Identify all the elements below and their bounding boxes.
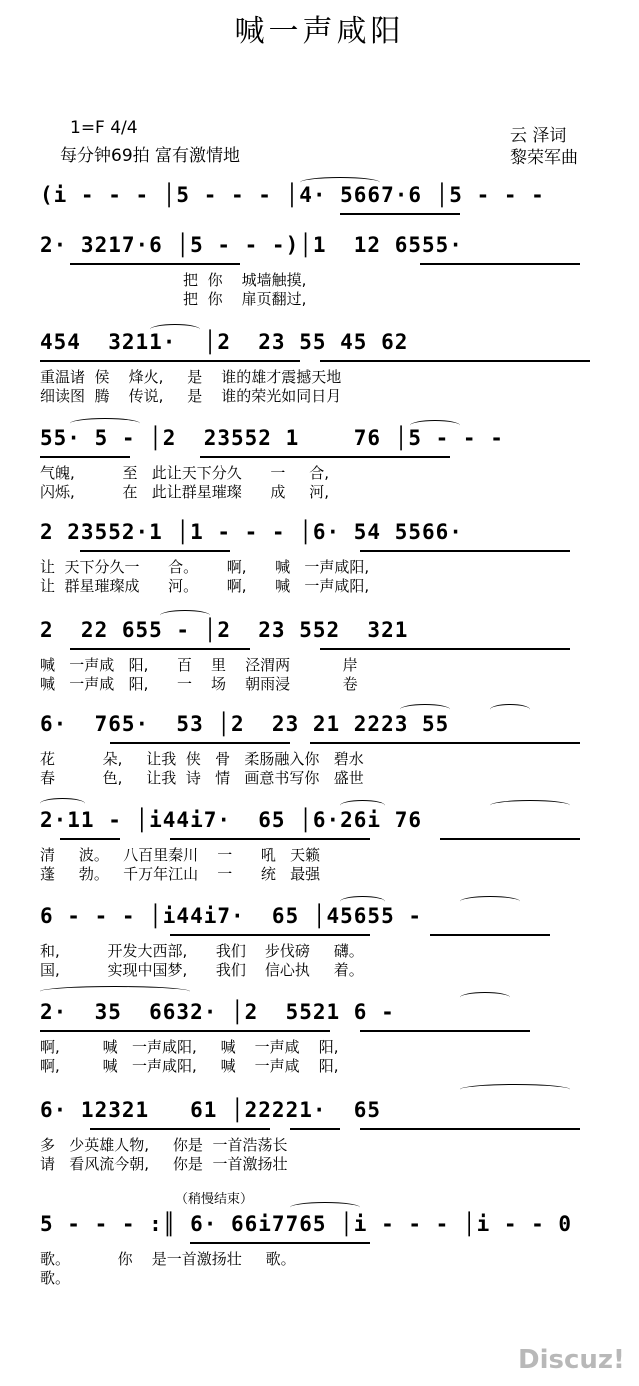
- slur: [290, 1202, 360, 1213]
- lyricist-credit: 云 泽词: [510, 126, 567, 146]
- notes-line: 6 - - - │i44i7· 65 │45655 -: [40, 904, 423, 928]
- notes-line: 6· 12321 61 │22221· 65: [40, 1098, 382, 1122]
- lyric-verse-1: 把 你 城墙触摸,: [40, 271, 307, 289]
- lyric-verse-2: 细读图 腾 传说, 是 谁的荣光如同日月: [40, 387, 342, 405]
- notes-line: 2· 3217·6 │5 - - -)│1 12 6555·: [40, 233, 463, 257]
- beam: [340, 213, 460, 215]
- key-signature: 1=F 4/4: [70, 118, 138, 138]
- beam: [440, 838, 580, 840]
- beam: [360, 550, 570, 552]
- notes-line: 5 - - - :║ 6· 66i7765 │i - - - │i - - 0: [40, 1212, 573, 1236]
- slur: [70, 418, 140, 429]
- beam: [360, 1128, 580, 1130]
- beam: [70, 263, 240, 265]
- slur: [490, 800, 570, 811]
- notes-line: 55· 5 - │2 23552 1 76 │5 - - -: [40, 426, 504, 450]
- beam: [320, 360, 590, 362]
- slur: [150, 324, 200, 335]
- beam: [420, 263, 580, 265]
- lyric-verse-2: 请 看风流今朝, 你是 一首激扬壮: [40, 1155, 288, 1173]
- notes-line: 2·11 - │i44i7· 65 │6·26i 76: [40, 808, 423, 832]
- slur: [460, 1084, 570, 1095]
- notes-line: (i - - - │5 - - - │4· 5667·6 │5 - - -: [40, 183, 545, 207]
- beam: [110, 742, 290, 744]
- song-title: 喊一声咸阳: [234, 14, 405, 49]
- slur: [340, 800, 385, 811]
- lyric-verse-1: 气魄, 至 此让天下分久 一 合,: [40, 464, 329, 482]
- lyric-verse-1: 花 朵, 让我 侠 骨 柔肠融入你 碧水: [40, 750, 364, 768]
- lyric-verse-2: 闪烁, 在 此让群星璀璨 成 河,: [40, 483, 329, 501]
- beam: [170, 838, 370, 840]
- slur: [300, 177, 380, 188]
- beam: [190, 1242, 370, 1244]
- watermark-logo: Discuz!: [518, 1345, 625, 1375]
- slur: [40, 986, 190, 997]
- notes-line: 6· 765· 53 │2 23 21 2223 55: [40, 712, 450, 736]
- slur: [340, 896, 385, 907]
- tempo-marking: 每分钟69拍 富有激情地: [60, 146, 241, 166]
- lyric-verse-1: 让 天下分久一 合。 啊, 喊 一声咸阳,: [40, 558, 370, 576]
- slur: [40, 798, 85, 809]
- lyric-verse-2: 把 你 扉页翻过,: [40, 290, 307, 308]
- lyric-verse-1: 和, 开发大西部, 我们 步伐磅 礴。: [40, 942, 364, 960]
- slur: [160, 610, 210, 621]
- lyric-verse-2: 国, 实现中国梦, 我们 信心执 着。: [40, 961, 364, 979]
- lyric-verse-1: 重温诸 侯 烽火, 是 谁的雄才震撼天地: [40, 368, 342, 386]
- lyric-verse-2: 喊 一声咸 阳, 一 场 朝雨浸 卷: [40, 675, 358, 693]
- ending-annotation: （稍慢结束）: [175, 1192, 254, 1207]
- beam: [40, 360, 300, 362]
- notes-line: 454 3211· │2 23 55 45 62: [40, 330, 409, 354]
- lyric-verse-1: 喊 一声咸 阳, 百 里 泾渭两 岸: [40, 656, 358, 674]
- slur: [460, 992, 510, 1003]
- lyric-verse-1: 啊, 喊 一声咸阳, 喊 一声咸 阳,: [40, 1038, 339, 1056]
- slur: [410, 420, 460, 431]
- beam: [170, 934, 370, 936]
- lyric-verse-2: 让 群星璀璨成 河。 啊, 喊 一声咸阳,: [40, 577, 370, 595]
- slur: [490, 704, 530, 715]
- beam: [320, 648, 570, 650]
- beam: [310, 742, 580, 744]
- lyric-verse-1: 清 波。 八百里秦川 一 吼 天籁: [40, 846, 321, 864]
- beam: [200, 456, 450, 458]
- beam: [90, 1128, 270, 1130]
- lyric-verse-2: 啊, 喊 一声咸阳, 喊 一声咸 阳,: [40, 1057, 339, 1075]
- lyric-verse-1: 歌。 你 是一首激扬壮 歌。: [40, 1250, 296, 1268]
- beam: [430, 934, 550, 936]
- beam: [80, 550, 230, 552]
- beam: [290, 1128, 340, 1130]
- lyric-verse-1: 多 少英雄人物, 你是 一首浩荡长: [40, 1136, 288, 1154]
- notes-line: 2 22 655 - │2 23 552 321: [40, 618, 409, 642]
- composer-credit: 黎荣军曲: [510, 148, 578, 168]
- slur: [400, 704, 450, 715]
- beam: [60, 838, 120, 840]
- notes-line: 2 23552·1 │1 - - - │6· 54 5566·: [40, 520, 463, 544]
- notes-line: 2· 35 6632· │2 5521 6 -: [40, 1000, 395, 1024]
- slur: [460, 896, 520, 907]
- beam: [40, 456, 130, 458]
- beam: [40, 1030, 330, 1032]
- lyric-verse-2: 蓬 勃。 千万年江山 一 统 最强: [40, 865, 321, 883]
- lyric-verse-2: 春 色, 让我 诗 情 画意书写你 盛世: [40, 769, 364, 787]
- beam: [70, 648, 250, 650]
- lyric-verse-2: 歌。: [40, 1269, 71, 1287]
- beam: [360, 1030, 530, 1032]
